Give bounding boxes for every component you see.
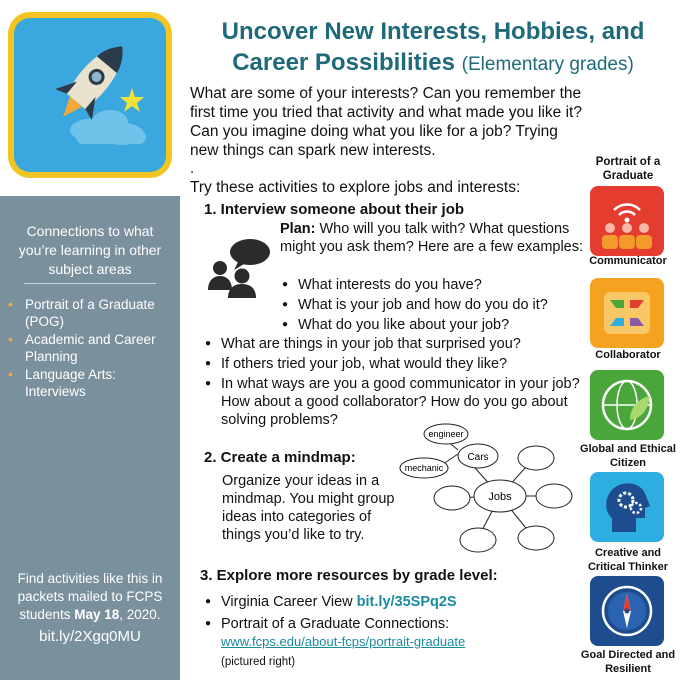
grade-level: (Elementary grades) — [461, 54, 634, 75]
page-title: Uncover New Interests, Hobbies, and Career Possibilities (Elementary grades) — [221, 18, 645, 76]
connections-heading: Connections to what you’re learning in other subject areas — [18, 223, 162, 277]
divider — [24, 283, 156, 284]
list-item: ● What is your job and how do you do it? — [282, 295, 582, 315]
section-2-heading: 2. Create a mindmap: — [204, 449, 356, 466]
rocket-icon — [14, 18, 166, 172]
mail-date: May 18 — [74, 607, 120, 622]
list-item: ● If others tried your job, what would they like? — [205, 355, 590, 373]
connections-list — [8, 296, 176, 401]
activities-link[interactable]: bit.ly/2Xgq0MU — [39, 628, 141, 645]
mindmap-diagram — [398, 420, 574, 562]
portrait-heading: Portrait of a Graduate — [595, 156, 661, 182]
pog-label: Goal Directed and Resilient — [580, 649, 676, 675]
list-item: ● Virginia Career View bit.ly/35SPq2S — [205, 593, 585, 611]
section-3-heading: 3. Explore more resources by grade level: — [200, 567, 498, 584]
pog-label: Global and Ethical Citizen — [580, 443, 676, 469]
list-item: ● What are things in your job that surprised you? — [205, 335, 590, 353]
section-1-heading: 1. Interview someone about their job — [204, 201, 465, 218]
list-item: • Portrait of a Graduate (POG) — [8, 296, 176, 330]
portrait-graduate-link[interactable]: www.fcps.edu/about-fcps/portrait-graduate — [221, 634, 466, 649]
mindmap-branch: Cars — [467, 452, 489, 463]
activities-intro: Try these activities to explore jobs and interests: — [190, 179, 521, 196]
list-item: ● Portrait of a Graduate Connections: www.fcps.edu/about-fcps/portrait-graduate (pictured right) — [205, 615, 585, 671]
pog-label: Communicator — [589, 255, 667, 267]
career-view-link[interactable]: bit.ly/35SPq2S — [356, 594, 457, 610]
question-list — [282, 275, 582, 335]
head-gears-icon — [590, 472, 664, 542]
pictured-note: (pictured right) — [221, 656, 296, 668]
plan-label: Plan: — [280, 221, 316, 237]
list-item: ● What do you like about your job? — [282, 315, 582, 335]
mindmap-leaf: mechanic — [404, 463, 444, 473]
mindmap-text: Organize your ideas in a mindmap. You might group ideas into categories of things you’d like to try. — [222, 473, 395, 543]
list-item: • Language Arts: Interviews — [8, 366, 176, 400]
sidebar — [0, 0, 180, 680]
collaborator-icon — [590, 278, 664, 348]
interview-people-icon — [204, 238, 272, 298]
communicator-icon — [590, 186, 664, 256]
separator-dot: . — [190, 160, 195, 177]
pog-label: Collaborator — [595, 349, 661, 361]
pog-label: Creative and Critical Thinker — [587, 547, 669, 573]
mindmap-center: Jobs — [488, 491, 512, 503]
rocket-logo-tile — [8, 12, 172, 178]
mindmap-leaf: engineer — [428, 429, 464, 439]
list-item: ● What interests do you have? — [282, 275, 582, 295]
globe-leaf-icon — [590, 370, 664, 440]
resource-list — [205, 593, 585, 675]
list-item: • Academic and Career Planning — [8, 331, 176, 365]
packet-note: Find activities like this in packets mailed to FCPS students May 18, 2020. — [17, 571, 163, 622]
plan-text: Plan: Who will you talk with? What questions might you ask them? Here are a few examples: — [280, 221, 584, 255]
intro-paragraph: What are some of your interests? Can you remember the first time you tried that activity and what made you like it? Can you imagine doing what you like for a job? Trying new things can spark new interests. — [190, 85, 582, 159]
compass-icon — [590, 576, 664, 646]
list-item: ● In what ways are you a good communicator in your job? How about a good collaborator? How do you go about solving problems? — [205, 375, 590, 429]
connections-panel — [0, 196, 180, 680]
more-question-list — [205, 335, 590, 431]
